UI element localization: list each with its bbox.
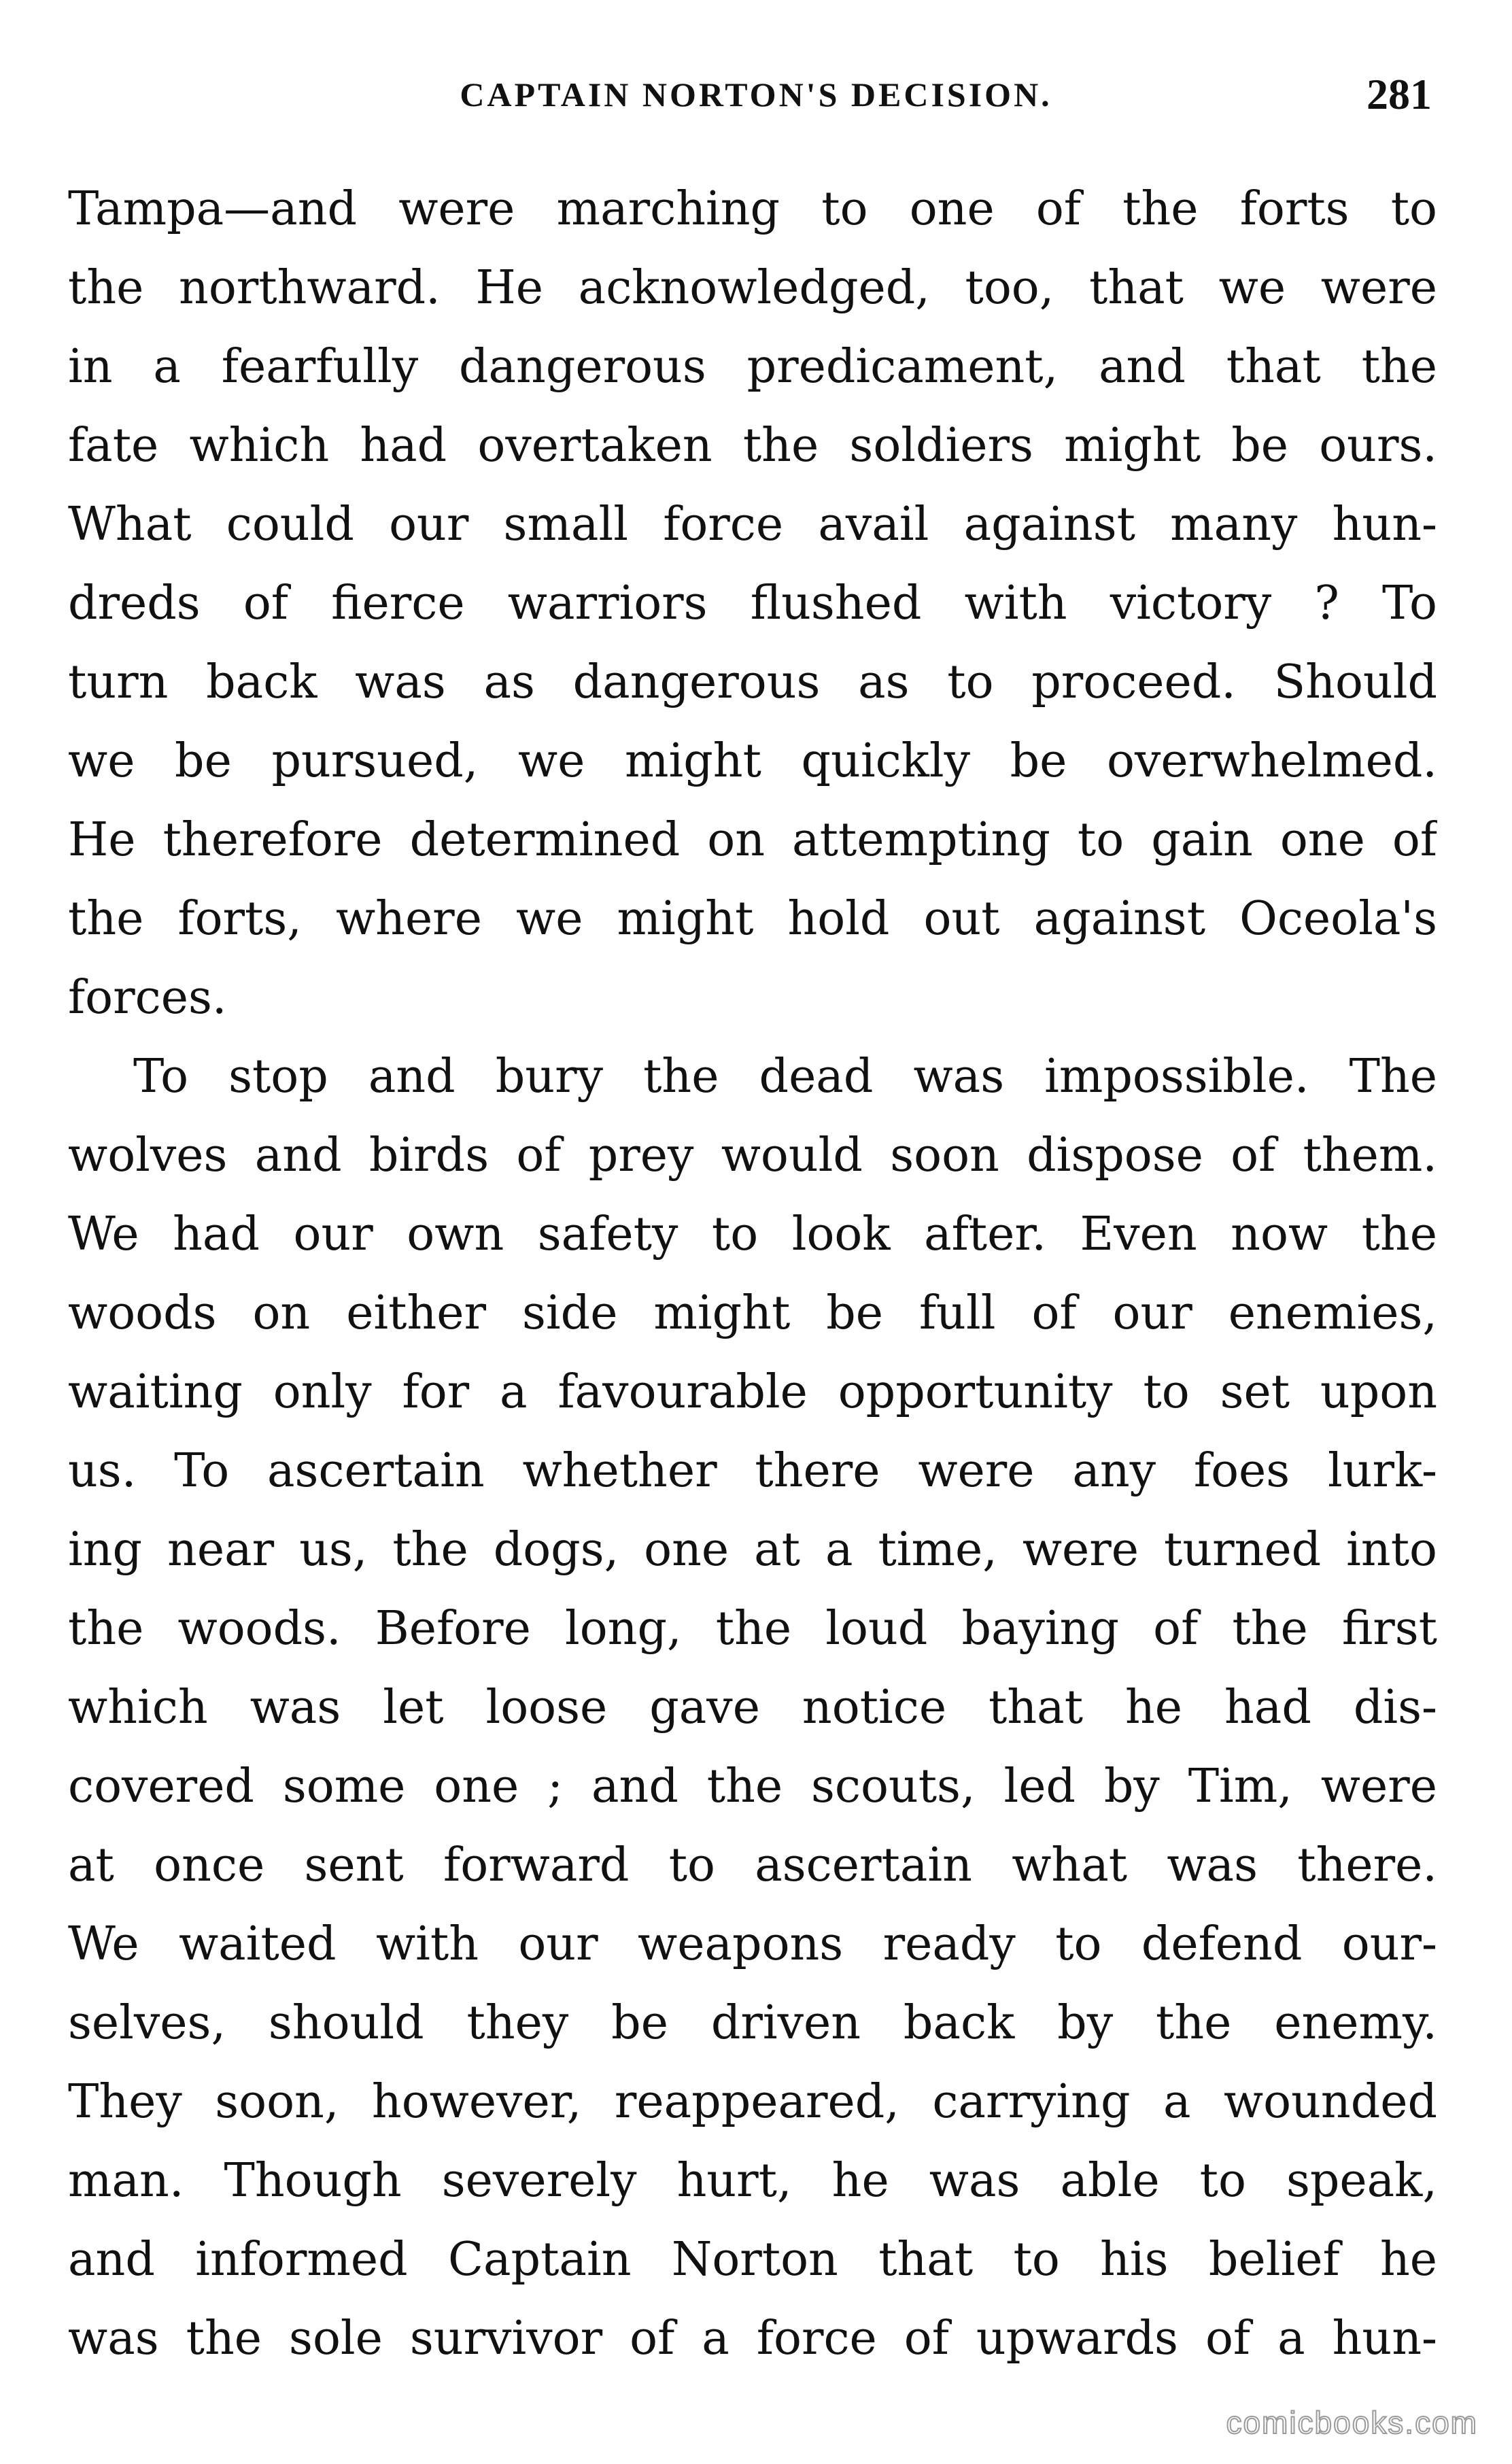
text-line: in a fearfully dangerous predicament, and that the	[68, 340, 1437, 394]
text-line: selves, should they be driven back by the enemy.	[68, 1996, 1437, 2050]
running-title: CAPTAIN NORTON'S DECISION.	[460, 75, 1052, 114]
text-line: which was let loose gave notice that he had dis-	[68, 1681, 1437, 1734]
text-line: Tampa—and were marching to one of the forts to	[68, 182, 1437, 236]
body-text	[68, 170, 1437, 2378]
text-line: ing near us, the dogs, one at a time, were turned into	[68, 1523, 1437, 1577]
text-line: dreds of fierce warriors flushed with victory ? To	[68, 577, 1437, 630]
text-line: covered some one ; and the scouts, led by Tim, were	[68, 1760, 1437, 1813]
text-line: We had our own safety to look after. Even now the	[68, 1208, 1437, 1261]
watermark: comicbooks.com	[1226, 2405, 1478, 2440]
text-line: waiting only for a favourable opportunity to set upon	[68, 1365, 1437, 1419]
text-line: They soon, however, reappeared, carrying a wounded	[68, 2075, 1437, 2129]
text-line: was the sole survivor of a force of upwards of a hun-	[68, 2312, 1437, 2365]
text-line: turn back was as dangerous as to proceed. Should	[68, 655, 1437, 709]
text-line: woods on either side might be full of our enemies,	[68, 1286, 1437, 1340]
paragraph	[68, 1038, 1437, 2378]
text-line: fate which had overtaken the soldiers might be ours.	[68, 419, 1437, 473]
text-line: we be pursued, we might quickly be overwhelmed.	[68, 734, 1437, 788]
text-line: the forts, where we might hold out against Oceola's	[68, 892, 1437, 946]
text-line: To stop and bury the dead was impossible. The	[133, 1050, 1437, 1103]
text-line: We waited with our weapons ready to defend our-	[68, 1917, 1437, 1971]
text-line: us. To ascertain whether there were any foes lurk-	[68, 1444, 1437, 1498]
text-line: the woods. Before long, the loud baying of the first	[68, 1602, 1437, 1656]
running-header	[68, 65, 1444, 120]
text-line: forces.	[68, 971, 227, 1025]
text-line: He therefore determined on attempting to gain one of	[68, 813, 1437, 867]
paragraph	[68, 170, 1437, 1038]
text-line: wolves and birds of prey would soon dispose of them.	[68, 1129, 1437, 1182]
text-line: and informed Captain Norton that to his belief he	[68, 2233, 1437, 2287]
text-line: at once sent forward to ascertain what was there.	[68, 1838, 1437, 1892]
text-line: What could our small force avail against many hun-	[68, 498, 1437, 551]
text-line: man. Though severely hurt, he was able to speak,	[68, 2154, 1437, 2208]
text-line: the northward. He acknowledged, too, that we were	[68, 261, 1437, 315]
page-number: 281	[1367, 70, 1432, 118]
